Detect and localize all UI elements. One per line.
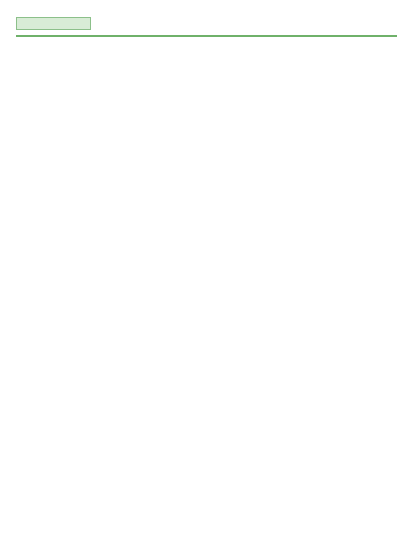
- section-label: [16, 17, 91, 30]
- footer: [19, 533, 25, 541]
- top-rule: [16, 35, 397, 37]
